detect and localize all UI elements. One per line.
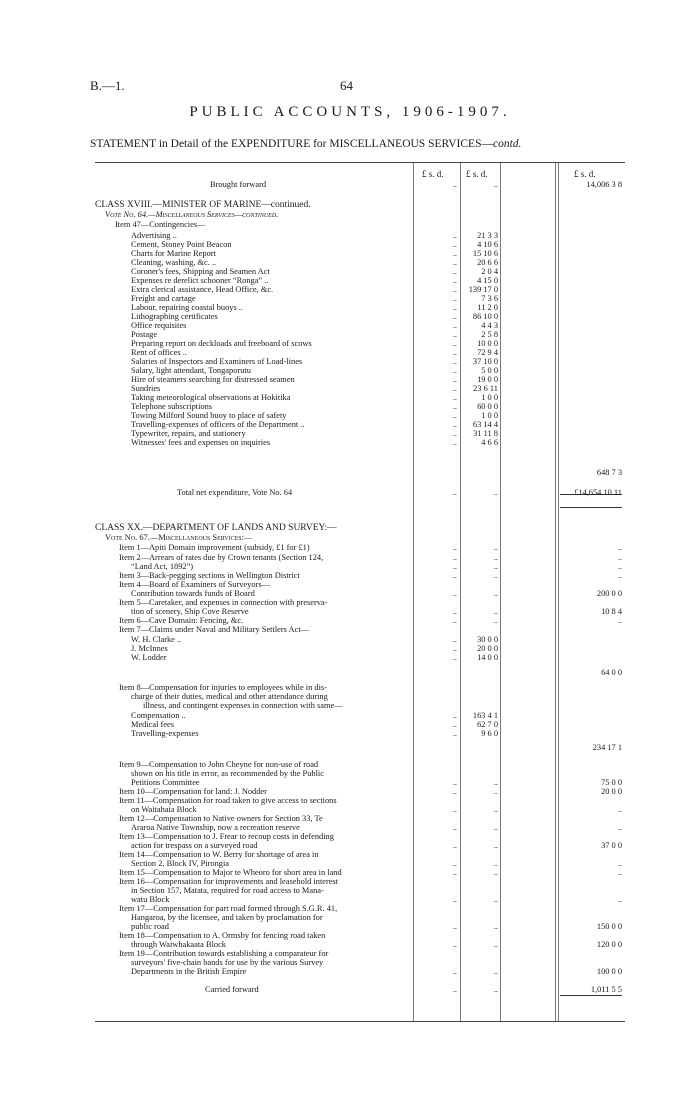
amount-cell-1: .. [452,868,457,877]
ledger-row [95,180,625,190]
amount-cell-3: 200 0 0 [596,589,622,598]
row-description: Item 19—Contribution towards establishing a comparateur for [119,949,329,958]
amount-cell-1: .. [452,267,457,276]
row-description: Item 15—Compensation to Major te Wheoro for short area in land [119,868,342,877]
amount-cell-2: 10 0 0 [477,339,498,348]
row-description: on Waitahaia Block [131,805,197,814]
row-description: Typewriter, repairs, and stationery [131,429,246,438]
amount-cell-3: 150 0 0 [596,922,622,931]
amount-cell-1: .. [452,562,457,571]
ledger-row [95,200,625,210]
amount-cell-1: .. [452,420,457,429]
amount-cell-3: .. [617,823,622,832]
row-description: Preparing report on deckloads and freeboard of scows [131,339,312,348]
amount-cell-3: .. [617,805,622,814]
statement-subtitle [90,138,521,150]
row-description: Salaries of Inspectors and Examiners of Load-lines [131,357,303,366]
row-description: CLASS XX.—DEPARTMENT OF LANDS AND SURVEY:— [95,523,337,533]
amount-cell-3: .. [617,571,622,580]
row-description: Brought forward [210,180,267,189]
amount-cell-1: .. [452,357,457,366]
ledger-row [95,743,625,753]
amount-cell-1: .. [452,240,457,249]
amount-cell-2: 139 17 0 [468,285,498,294]
subtitle-suffix: contd. [492,138,522,150]
amount-cell-1: .. [452,644,457,653]
amount-cell-2: 20 6 6 [477,258,498,267]
ledger-row [95,523,625,533]
column-header-1: £ s. d. [422,169,444,179]
amount-cell-3: £14,654 10 11 [574,488,622,497]
row-description: through Waiwhakaata Block [131,940,226,949]
row-description: Lithographing certificates [131,312,218,321]
row-description: illness, and contingent expenses in connection with same— [143,701,343,710]
amount-cell-1: .. [452,841,457,850]
row-description: Medical fees [131,720,175,729]
ledger-row [95,668,625,678]
ledger-row [95,543,625,553]
amount-cell-2: 86 10 0 [472,312,498,321]
amount-cell-1: .. [452,429,457,438]
row-description: Item 14—Compensation to W. Berry for shortage of area in [119,850,319,859]
amount-cell-2: 37 10 0 [472,357,498,366]
amount-cell-3: 10 8 4 [601,607,622,616]
amount-cell-3: 64 0 0 [601,668,622,677]
amount-cell-2: 19 0 0 [477,375,498,384]
row-description: Towing Milford Sound buoy to place of safety [131,411,287,420]
amount-cell-1: .. [452,985,457,994]
row-description: Office requisites [131,321,187,330]
amount-cell-1: .. [452,294,457,303]
amount-cell-1: .. [452,616,457,625]
ledger-row [95,729,625,739]
row-description: in Section 157, Matata, required for road access to Mana- [131,886,324,895]
amount-cell-1: .. [452,553,457,562]
row-description: Item 4—Board of Examiners of Surveyors— [119,580,270,589]
amount-cell-2: .. [493,553,498,562]
row-description: Item 17—Compensation for part road formed through S.G.R. 41, [119,904,338,913]
row-description: Item 5—Caretaker, and expenses in connection with preserva- [119,598,328,607]
amount-cell-2: .. [493,589,498,598]
amount-cell-2: .. [493,562,498,571]
ledger-row [95,533,625,543]
amount-cell-1: .. [452,249,457,258]
amount-cell-1: .. [452,823,457,832]
amount-cell-2: .. [493,787,498,796]
amount-cell-1: .. [452,384,457,393]
row-description: Carried forward [205,985,259,994]
row-description: W. H. Clarke .. [131,635,182,644]
amount-cell-1: .. [452,258,457,267]
ledger-row [95,210,625,220]
row-description: Vote No. 67.—Miscellaneous Services:— [105,533,253,542]
row-description: Coroner's fees, Shipping and Seamen Act [131,267,270,276]
amount-cell-1: .. [452,276,457,285]
amount-cell-2: 4 10 6 [477,240,498,249]
amount-cell-2: .. [493,571,498,580]
row-description: Petitions Committee [131,778,200,787]
ledger-row [95,653,625,663]
amount-cell-3: .. [617,553,622,562]
amount-cell-1: .. [452,411,457,420]
row-description: Total net expenditure, Vote No. 64 [177,488,293,497]
amount-cell-2: 15 10 6 [472,249,498,258]
row-description: Item 8—Compensation for injuries to employees while in dis- [119,683,327,692]
amount-cell-3: 234 17 1 [592,743,622,752]
ledger-row [95,967,625,977]
amount-cell-3: 1,011 5 5 [590,985,622,994]
row-description: Item 16—Compensation for improvements and leasehold interest [119,877,339,886]
amount-cell-3: 20 0 0 [601,787,622,796]
amount-cell-2: 4 15 0 [477,276,498,285]
amount-cell-1: .. [452,607,457,616]
subtitle-text: STATEMENT in Detail of the EXPENDITURE for MISCELLANEOUS SERVICES— [90,138,493,150]
amount-cell-2: 4 6 6 [481,438,498,447]
amount-cell-2: .. [493,841,498,850]
amount-cell-2: 60 0 0 [477,402,498,411]
row-description: shown on his title in error, as recommended by the Public [131,769,324,778]
amount-cell-2: 14 0 0 [477,653,498,662]
amount-cell-1: .. [452,922,457,931]
amount-cell-2: 2 5 8 [481,330,498,339]
row-description: Item 18—Compensation to A. Ormsby for fencing road taken [119,931,326,940]
amount-cell-2: 4 4 3 [481,321,498,330]
amount-cell-1: .. [452,711,457,720]
amount-cell-2: .. [493,607,498,616]
amount-cell-1: .. [452,543,457,552]
row-description: J. McInnes [131,644,168,653]
row-description: Item 12—Compensation to Native owners for Section 33, Te [119,814,323,823]
amount-cell-2: 7 3 6 [481,294,498,303]
amount-cell-2: .. [493,778,498,787]
amount-cell-2: .. [493,940,498,949]
amount-cell-3: 75 0 0 [601,778,622,787]
ledger-row [95,438,625,448]
amount-cell-2: 20 0 0 [477,644,498,653]
amount-cell-2: 30 0 0 [477,635,498,644]
amount-cell-1: .. [452,231,457,240]
amount-cell-3: .. [617,868,622,877]
row-description: Departments in the British Empire [131,967,247,976]
row-description: Item 2—Arrears of rates due by Crown tenants (Section 124, [119,553,324,562]
amount-cell-1: .. [452,635,457,644]
amount-cell-2: 1 0 0 [481,393,498,402]
column-header-2: £ s. d. [466,169,488,179]
row-description: tion of scenery, Ship Cove Reserve [131,607,249,616]
amount-cell-1: .. [452,312,457,321]
amount-cell-2: 63 14 4 [472,420,498,429]
amount-cell-1: .. [452,303,457,312]
row-description: Expenses re derelict schooner “Ronga” .. [131,276,269,285]
amount-cell-1: .. [452,402,457,411]
amount-cell-2: .. [493,823,498,832]
amount-cell-3: .. [617,895,622,904]
row-description: Freight and cartage [131,294,196,303]
row-description: Contribution towards funds of Board [131,589,255,598]
row-description: Araroa Native Township, now a recreation reserve [131,823,300,832]
row-description: Postage [131,330,158,339]
amount-cell-2: .. [493,985,498,994]
row-description: action for trespass on a surveyed road [131,841,258,850]
amount-cell-1: .. [452,967,457,976]
amount-cell-2: .. [493,805,498,814]
ledger-row [95,220,625,230]
amount-cell-1: .. [452,321,457,330]
carried-forward-rule [560,995,622,996]
row-description: Item 3—Back-pegging sections in Wellington District [119,571,300,580]
amount-cell-1: .. [452,366,457,375]
page-number: 64 [340,78,353,93]
amount-cell-1: .. [452,348,457,357]
row-description: Charts for Marine Report [131,249,216,258]
amount-cell-1: .. [452,571,457,580]
amount-cell-1: .. [452,589,457,598]
amount-cell-2: 21 3 3 [477,231,498,240]
row-description: Item 11—Compensation for road taken to give access to sections [119,796,337,805]
amount-cell-2: .. [493,967,498,976]
ledger-row [95,985,625,995]
row-description: Labour, repairing coastal buoys .. [131,303,243,312]
row-description: Witnesses' fees and expenses on inquiries [131,438,271,447]
amount-cell-2: 23 6 11 [473,384,498,393]
row-description: Rent of offices .. [131,348,187,357]
amount-cell-2: 2 0 4 [481,267,498,276]
amount-cell-1: .. [452,895,457,904]
row-description: Item 6—Cave Domain: Fencing, &c. [119,616,244,625]
amount-cell-2: 9 6 0 [481,729,498,738]
amount-cell-2: .. [493,543,498,552]
amount-cell-3: 14,006 3 8 [586,180,622,189]
page-reference: B.—1. [90,78,125,93]
row-description: surveyors' five-chain bands for use by the various Survey [131,958,324,967]
amount-cell-1: .. [452,729,457,738]
row-description: Item 13—Compensation to J. Frear to recoup costs in defending [119,832,334,841]
row-description: Vote No. 64.—Miscellaneous Services—continued. [105,210,279,219]
amount-cell-2: .. [493,895,498,904]
ledger-row [95,701,625,711]
amount-cell-1: .. [452,438,457,447]
amount-cell-2: 5 0 0 [481,366,498,375]
amount-cell-1: .. [452,180,457,189]
amount-cell-3: .. [617,543,622,552]
row-description: Extra clerical assistance, Head Office, &c. [131,285,274,294]
amount-cell-1: .. [452,285,457,294]
row-description: W. Lodder [131,653,167,662]
row-description: Item 7—Claims under Naval and Military Settlers Act— [119,625,310,634]
row-description: Item 1—Apiti Domain improvement (subsidy, £1 for £1) [119,543,310,552]
amount-cell-2: .. [493,488,498,497]
amount-cell-1: .. [452,787,457,796]
row-description: Sundries [131,384,161,393]
amount-cell-3: 648 7 3 [596,468,622,477]
row-description: Travelling-expenses of officers of the Department .. [131,420,305,429]
amount-cell-1: .. [452,720,457,729]
row-description: public road [131,922,169,931]
amount-cell-1: .. [452,940,457,949]
ledger-row [95,488,625,498]
row-description: Item 47—Contingencies— [115,220,206,229]
amount-cell-2: 62 7 0 [477,720,498,729]
amount-cell-3: .. [617,562,622,571]
total-rule [560,507,622,508]
amount-cell-3: .. [617,859,622,868]
amount-cell-3: 120 0 0 [596,940,622,949]
ledger-row [95,468,625,478]
amount-cell-3: 100 0 0 [596,967,622,976]
row-description: charge of their duties, medical and other attendance during [131,692,328,701]
amount-cell-1: .. [452,393,457,402]
expenditure-table [95,162,625,1022]
row-description: Hire of steamers searching for distressed seamen [131,375,295,384]
row-description: Hangaroa, by the licensee, and taken by proclamation for [131,913,323,922]
row-description: Cleaning, washing, &c. .. [131,258,217,267]
column-header-3: £ s. d. [574,169,596,179]
amount-cell-2: 1 0 0 [481,411,498,420]
amount-cell-2: .. [493,180,498,189]
amount-cell-2: 31 11 8 [473,429,498,438]
row-description: CLASS XVIII.—MINISTER OF MARINE—continued. [95,200,311,210]
row-description: watu Block [131,895,170,904]
row-description: Travelling-expenses [131,729,199,738]
amount-cell-1: .. [452,488,457,497]
amount-cell-2: .. [493,868,498,877]
row-description: “Land Act, 1892”) [131,562,194,571]
amount-cell-2: .. [493,922,498,931]
ledger-row [95,625,625,635]
row-description: Section 2, Block IV, Pirongia [131,859,230,868]
amount-cell-1: .. [452,339,457,348]
amount-cell-1: .. [452,805,457,814]
amount-cell-3: .. [617,616,622,625]
amount-cell-2: .. [493,616,498,625]
row-description: Telephone subscriptions [131,402,213,411]
row-description: Item 9—Compensation to John Cheyne for non-use of road [119,760,319,769]
amount-cell-1: .. [452,653,457,662]
amount-cell-2: 11 2 0 [477,303,498,312]
amount-cell-2: .. [493,859,498,868]
row-description: Cement, Stoney Point Beacon [131,240,232,249]
row-description: Taking meteorological observations at Hokitika [131,393,291,402]
page-title: PUBLIC ACCOUNTS, 1906-1907. [189,104,511,120]
amount-cell-3: 37 0 0 [601,841,622,850]
row-description: Advertising .. [131,231,177,240]
row-description: Salary, light attendant, Tongaporutu [131,366,251,375]
amount-cell-2: 72 9 4 [477,348,498,357]
amount-cell-1: .. [452,330,457,339]
amount-cell-2: 163 4 1 [472,711,498,720]
amount-cell-1: .. [452,375,457,384]
amount-cell-1: .. [452,859,457,868]
row-description: Item 10—Compensation for land: J. Nodder [119,787,267,796]
amount-cell-1: .. [452,778,457,787]
row-description: Compensation .. [131,711,186,720]
